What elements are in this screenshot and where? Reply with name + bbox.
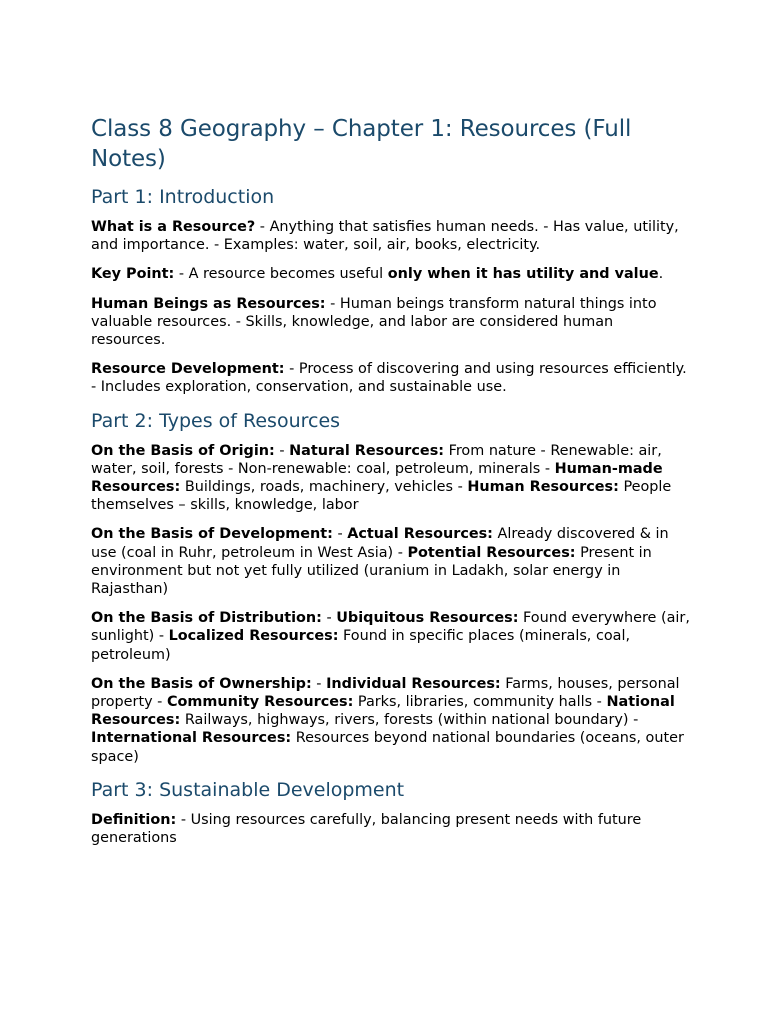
bold-term: On the Basis of Development: [91, 526, 333, 543]
bold-term: Ubiquitous Resources: [336, 610, 519, 627]
text-run: Present in environment but not yet fully utilized (uranium in Ladakh, solar energy in Rajasthan) [91, 544, 652, 598]
bold-term: Actual Resources: [347, 526, 493, 543]
text-run: People themselves – skills, knowledge, labor [91, 479, 672, 514]
text-run: - Using resources carefully, balancing present needs with future generations [91, 811, 642, 847]
bold-term: Community Resources: [166, 694, 354, 711]
section [91, 408, 691, 766]
document-title: Class 8 Geography – Chapter 1: Resources (Full Notes) [91, 116, 632, 172]
section [91, 777, 691, 847]
section-heading: Part 1: Introduction [91, 186, 275, 208]
text-run: Parks, libraries, community halls - [353, 694, 607, 711]
paragraph [91, 675, 691, 766]
paragraph [91, 295, 691, 350]
bold-term: Human Resources: [467, 479, 619, 496]
section [91, 184, 691, 397]
bold-term: What is a Resource? [91, 219, 256, 235]
text-run: Already discovered & in use (coal in Ruhr, petroleum in West Asia) - [91, 526, 669, 561]
paragraph [91, 360, 691, 396]
text-run: . [658, 266, 664, 283]
text-run: Found everywhere (air, sunlight) - [91, 610, 690, 645]
text-run: - A resource becomes useful [174, 266, 388, 283]
paragraph [91, 811, 691, 847]
paragraph [91, 265, 691, 283]
bold-term: Localized Resources: [168, 628, 339, 645]
text-run: - Process of discovering and using resources efficiently. - Includes exploration, conservation, and sustainable use. [91, 361, 687, 396]
text-run: From nature - Renewable: air, water, soil, forests - Non-renewable: coal, petroleum, minerals - [91, 442, 662, 477]
text-run: - [274, 442, 290, 459]
document-body [91, 184, 691, 847]
bold-term: Key Point: [91, 266, 175, 283]
text-run: Found in specific places (minerals, coal, petroleum) [91, 628, 631, 663]
text-run: Farms, houses, personal property - [91, 675, 680, 711]
bold-term: Definition: [91, 811, 177, 828]
bold-term: Resource Development: [91, 361, 285, 378]
bold-term: Natural Resources: [289, 442, 445, 459]
paragraph [91, 442, 691, 515]
paragraph [91, 218, 691, 254]
text-run: Buildings, roads, machinery, vehicles - [180, 479, 468, 496]
section-heading: Part 2: Types of Resources [91, 409, 341, 432]
bold-term: National Resources: [91, 694, 675, 729]
bold-term: International Resources: [91, 730, 292, 747]
bold-term: Potential Resources: [407, 544, 576, 561]
text-run: - [321, 610, 337, 627]
document-page [91, 114, 691, 858]
paragraph [91, 609, 691, 664]
bold-term: only when it has utility and value [387, 266, 659, 283]
bold-term: On the Basis of Ownership: [91, 675, 312, 692]
text-run: - Anything that satisfies human needs. - Has value, utility, and importance. - Examples: water, soil, air, books, electricity. [91, 219, 679, 254]
bold-term: Human-made Resources: [91, 460, 663, 496]
text-run: Railways, highways, rivers, forests (within national boundary) - [180, 712, 639, 729]
text-run: Resources beyond national boundaries (oceans, outer space) [91, 730, 684, 765]
bold-term: On the Basis of Distribution: [91, 610, 322, 627]
text-run: - [311, 675, 327, 692]
bold-term: Human Beings as Resources: [91, 295, 326, 312]
text-run: - Human beings transform natural things into valuable resources. - Skills, knowledge, and labor are considered human resources. [91, 295, 657, 349]
text-run: - [332, 526, 348, 543]
paragraph [91, 525, 691, 598]
bold-term: On the Basis of Origin: [91, 442, 275, 459]
bold-term: Individual Resources: [326, 675, 501, 692]
section-heading: Part 3: Sustainable Development [91, 778, 405, 801]
